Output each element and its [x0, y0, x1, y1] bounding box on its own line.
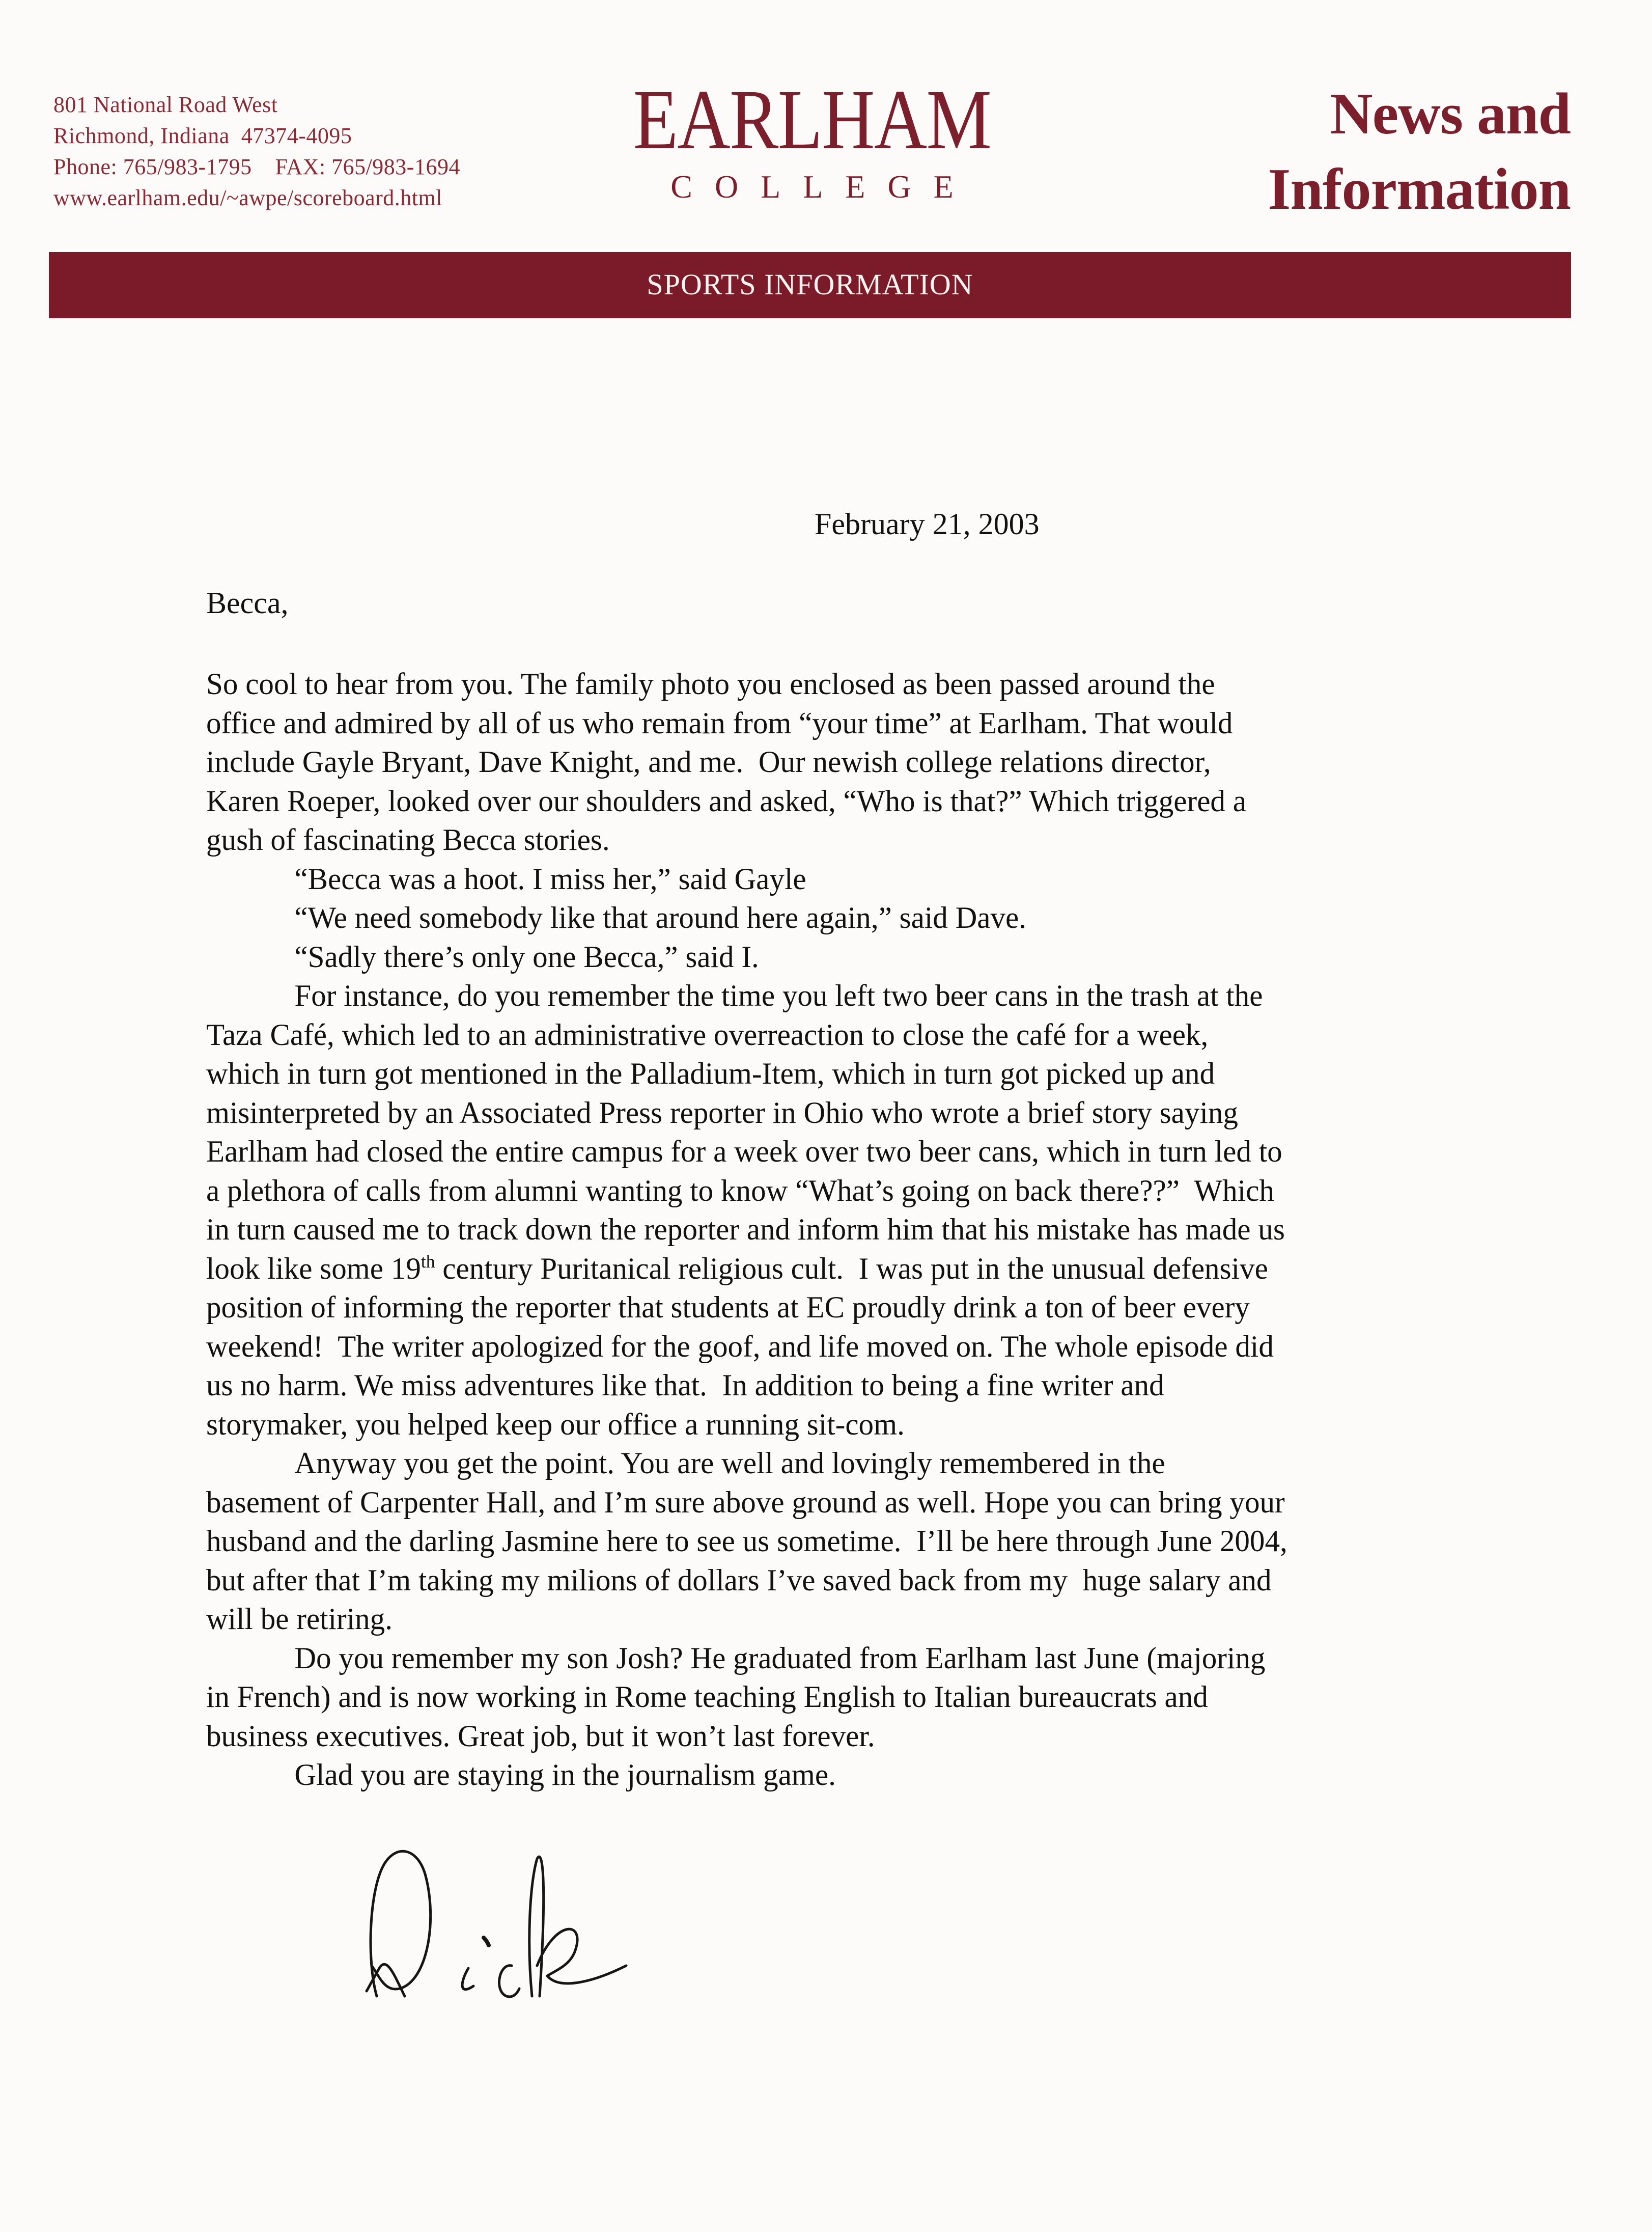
letter-line: position of informing the reporter that students at EC proudly drink a ton of beer every [206, 1290, 1250, 1324]
section-band [49, 252, 1571, 318]
letter-line: misinterpreted by an Associated Press reporter in Ohio who wrote a brief story saying [206, 1095, 1238, 1129]
section-band-label: SPORTS INFORMATION [647, 267, 973, 301]
letter-line: will be retiring. [206, 1602, 393, 1636]
address-city: Richmond, Indiana 47374-4095 [53, 123, 352, 148]
letter-line: us no harm. We miss adventures like that. In addition to being a fine writer and [206, 1368, 1164, 1402]
department-title-line1: News and [1330, 81, 1571, 147]
letter-line: weekend! The writer apologized for the goof, and life moved on. The whole episode did [206, 1329, 1274, 1363]
letter-line: storymaker, you helped keep our office a running sit-com. [206, 1407, 905, 1441]
handwritten-signature [356, 1843, 641, 2006]
letter-line: Glad you are staying in the journalism game. [294, 1758, 836, 1792]
address-street: 801 National Road West [53, 92, 278, 117]
letter-line: Earlham had closed the entire campus for a week over two beer cans, which in turn led to [206, 1135, 1282, 1168]
letter-line: Anyway you get the point. You are well and lovingly remembered in the [294, 1446, 1165, 1480]
letter-salutation: Becca, [206, 586, 289, 620]
letter-line: in turn caused me to track down the reporter and inform him that his mistake has made us [206, 1213, 1285, 1246]
letter-line: So cool to hear from you. The family photo you enclosed as been passed around the [206, 667, 1215, 701]
letter-body [206, 665, 1428, 1795]
letter-line: a plethora of calls from alumni wanting to know “What’s going on back there??” Which [206, 1173, 1274, 1207]
letter-line: which in turn got mentioned in the Palladium-Item, which in turn got picked up and [206, 1057, 1215, 1090]
letter-date: February 21, 2003 [815, 507, 1040, 541]
letter-line-text: century Puritanical religious cult. I was put in the unusual defensive [435, 1251, 1268, 1285]
letter-line: “Sadly there’s only one Becca,” said I. [294, 940, 759, 974]
letter-line: basement of Carpenter Hall, and I’m sure above ground as well. Hope you can bring your [206, 1485, 1285, 1519]
letter-line [206, 1249, 1410, 1288]
logo-wordmark: EARLHAM [633, 72, 991, 167]
letter-line: Taza Café, which led to an administrative overreaction to close the café for a week, [206, 1017, 1209, 1052]
letter-line: gush of fascinating Becca stories. [206, 823, 610, 857]
letter-line: “Becca was a hoot. I miss her,” said Gayle [294, 862, 806, 896]
letter-line-text: look like some 19 [206, 1251, 421, 1285]
letter-line: business executives. Great job, but it won’t last forever. [206, 1719, 875, 1753]
address-website: www.earlham.edu/~awpe/scoreboard.html [53, 185, 442, 210]
ordinal-superscript: th [421, 1251, 435, 1272]
letter-line: For instance, do you remember the time you left two beer cans in the trash at the [294, 979, 1263, 1012]
department-title [1268, 76, 1571, 227]
letter-line: Do you remember my son Josh? He graduated from Earlham last June (majoring [294, 1641, 1266, 1675]
letter-line: but after that I’m taking my milions of dollars I’ve saved back from my huge salary and [206, 1563, 1272, 1597]
college-logo [596, 72, 1028, 205]
address-phone-fax: Phone: 765/983-1795 FAX: 765/983-1694 [53, 154, 460, 179]
letter-line: include Gayle Bryant, Dave Knight, and me. Our newish college relations director, [206, 745, 1211, 779]
department-title-line2: Information [1268, 157, 1571, 222]
letter-line: in French) and is now working in Rome teaching English to Italian bureaucrats and [206, 1680, 1208, 1714]
letterhead-address [53, 89, 460, 213]
letter-line: Karen Roeper, looked over our shoulders and asked, “Who is that?” Which triggered a [206, 784, 1246, 818]
letter-line: “We need somebody like that around here again,” said Dave. [294, 901, 1027, 934]
letter-line: husband and the darling Jasmine here to see us sometime. I’ll be here through June 2004, [206, 1524, 1287, 1558]
letter-line: office and admired by all of us who remain from “your time” at Earlham. That would [206, 706, 1233, 740]
logo-subtitle: COLLEGE [670, 169, 976, 205]
